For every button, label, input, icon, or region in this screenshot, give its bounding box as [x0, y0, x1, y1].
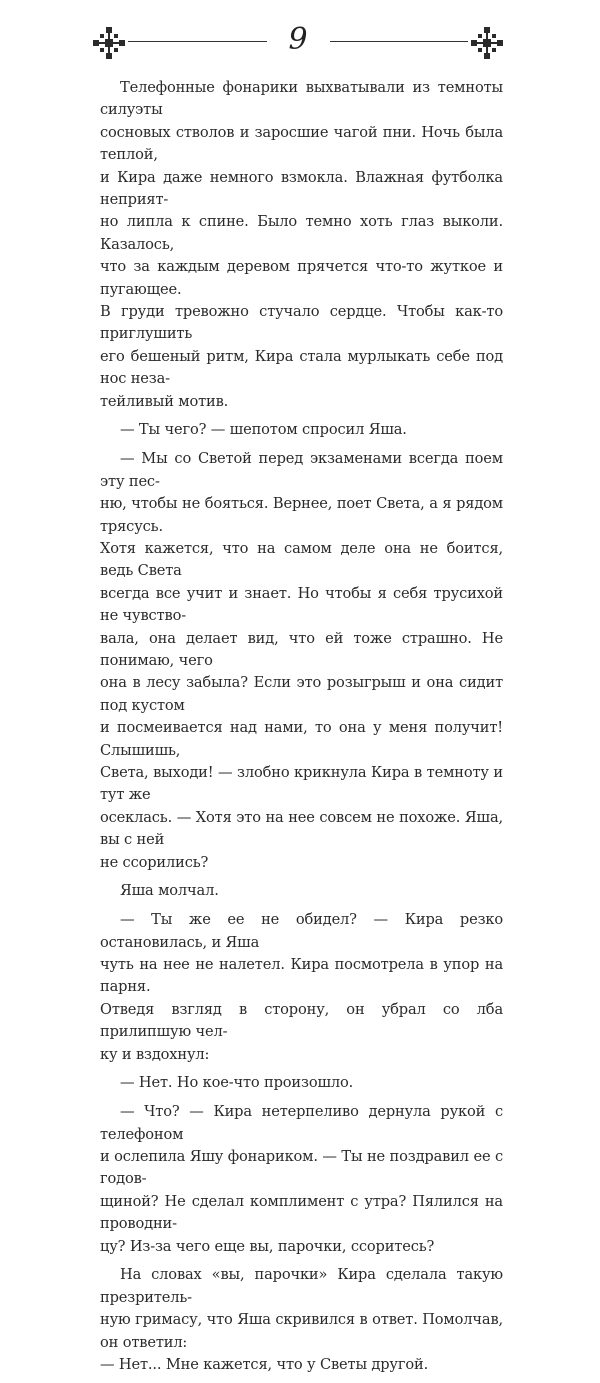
text-line: Хотя кажется, что на самом деле она не боится, ведь Света: [100, 539, 503, 580]
text-line: и посмеивается над нами, то она у меня получит! Слышишь,: [100, 719, 503, 759]
text-line: что за каждым деревом прячется что-то жуткое и пугающее.: [100, 258, 503, 298]
text-line: тейливый мотив.: [100, 392, 229, 410]
text-line: не ссорились?: [100, 853, 209, 871]
text-line: всегда все учит и знает. Но чтобы я себя трусихой не чувство-: [100, 584, 503, 625]
paragraph: [100, 419, 503, 448]
paragraph: [100, 880, 503, 909]
text-line: осеклась. — Хотя это на нее совсем не похоже. Яша, вы с ней: [100, 808, 503, 849]
text-line: — Ты же ее не обидел? — Кира резко остановилась, и Яша: [100, 911, 503, 951]
text-line: На словах «вы, парочки» Кира сделала такую презритель-: [100, 1266, 503, 1306]
text-line: Телефонные фонарики выхватывали из темноты силуэты: [100, 79, 503, 119]
text-line: она в лесу забыла? Если это розыгрыш и она сидит под кустом: [100, 674, 503, 714]
header-rule-right: [330, 41, 468, 42]
text-line: ню, чтобы не бояться. Вернее, поет Света, а я рядом трясусь.: [100, 495, 503, 535]
paragraph: [100, 1264, 503, 1382]
text-line: и Кира даже немного взмокла. Влажная футболка неприят-: [100, 168, 503, 209]
text-line: чуть на нее не налетел. Кира посмотрела в упор на парня.: [100, 956, 503, 996]
text-line: — Нет... Мне кажется, что у Светы другой.: [100, 1356, 429, 1374]
folk-ornament-icon: [92, 26, 126, 60]
text-line: и ослепила Яшу фонариком. — Ты не поздравил ее с годов-: [100, 1148, 503, 1188]
text-line: цу? Из-за чего еще вы, парочки, ссоритесь?: [100, 1237, 435, 1255]
text-line: но липла к спине. Было темно хоть глаз выколи. Казалось,: [100, 213, 503, 253]
body-text: [100, 77, 503, 1383]
text-line: Яша молчал.: [120, 882, 219, 900]
text-line: его бешеный ритм, Кира стала мурлыкать себе под нос неза-: [100, 347, 503, 388]
text-line: щиной? Не сделал комплимент с утра? Пялился на проводни-: [100, 1192, 503, 1233]
paragraph: [100, 1072, 503, 1101]
text-line: — Ты чего? — шепотом спросил Яша.: [120, 421, 407, 439]
text-line: ку и вздохнул:: [100, 1045, 210, 1063]
text-line: Света, выходи! — злобно крикнула Кира в темноту и тут же: [100, 763, 503, 804]
page-number: 9: [288, 22, 308, 57]
paragraph: [100, 1101, 503, 1264]
text-line: сосновых стволов и заросшие чагой пни. Ночь была теплой,: [100, 123, 503, 164]
text-line: ную гримасу, что Яша скривился в ответ. Помолчав, он ответил:: [100, 1311, 503, 1351]
folk-ornament-icon: [470, 26, 504, 60]
text-line: В груди тревожно стучало сердце. Чтобы как-то приглушить: [100, 303, 503, 343]
page-header: [92, 22, 504, 62]
paragraph: [100, 77, 503, 419]
text-line: — Нет. Но кое-что произошло.: [120, 1074, 354, 1092]
text-line: — Что? — Кира нетерпеливо дернула рукой с телефоном: [100, 1103, 503, 1143]
text-line: — Мы со Светой перед экзаменами всегда поем эту пес-: [100, 450, 503, 490]
header-rule-left: [128, 41, 267, 42]
text-line: вала, она делает вид, что ей тоже страшно. Не понимаю, чего: [100, 629, 503, 669]
text-line: Отведя взгляд в сторону, он убрал со лба прилипшую чел-: [100, 1000, 503, 1041]
paragraph: [100, 448, 503, 880]
paragraph: [100, 909, 503, 1072]
